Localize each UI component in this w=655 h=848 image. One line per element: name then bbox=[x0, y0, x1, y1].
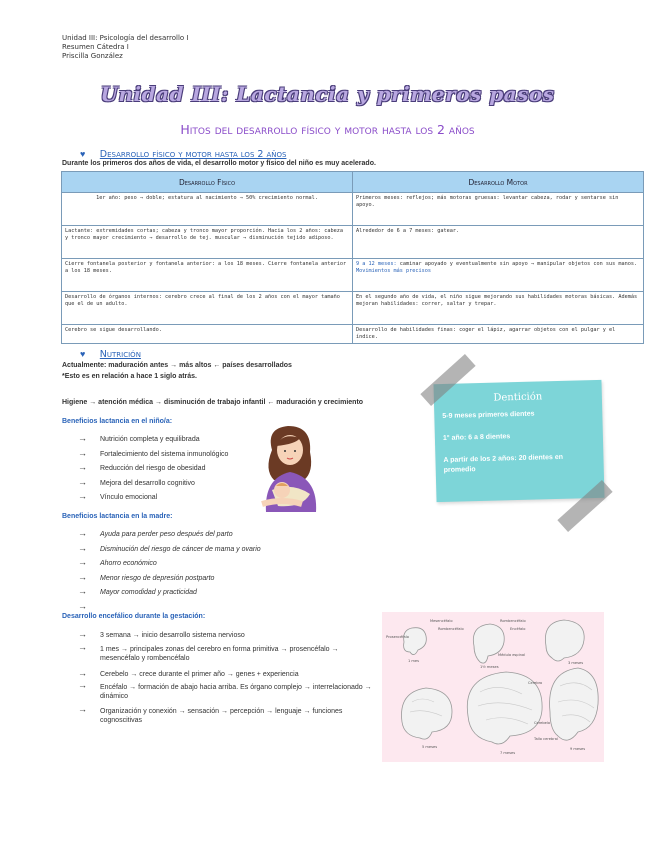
breastfeeding-illustration bbox=[252, 420, 324, 512]
table-cell: Lactante: extremidades cortas; cabeza y tronco mayor proporción. Hacia los 2 años: cabeza y tronco mayor crecimiento → desarrollo de tej. muscular → disminución tejido adiposo. bbox=[62, 226, 353, 259]
brain-development-heading: Desarrollo encefálico durante la gestación: bbox=[62, 613, 206, 620]
svg-text:Prosencéfalo: Prosencéfalo bbox=[386, 635, 409, 639]
dentition-line-2: 1° año: 6 a 8 dientes bbox=[442, 433, 511, 442]
list-item: → Mejora del desarrollo cognitivo bbox=[78, 475, 228, 490]
table-cell: Alrededor de 6 a 7 meses: gatear. bbox=[353, 226, 644, 259]
list-item: → Ayuda para perder peso después del parto bbox=[78, 526, 261, 541]
arrow-right-icon: → bbox=[78, 491, 87, 501]
arrow-right-icon: → bbox=[78, 571, 87, 582]
arrow-right-icon: → bbox=[78, 447, 87, 458]
document-header bbox=[62, 34, 188, 61]
table-cell: En el segundo año de vida, el niño sigue mejorando sus habilidades motoras básicas. Además mejoran habilidades: correr, saltar y trepar. bbox=[353, 292, 644, 325]
motor-text: caminar apoyado y eventualmente sin apoyo → manipular objetos con sus manos. bbox=[396, 261, 638, 267]
table-cell bbox=[353, 259, 644, 292]
list-item: → Organización y conexión → sensación → percepción → lenguaje → funciones cognoscitivas bbox=[78, 704, 343, 724]
brain-stages-svg bbox=[382, 612, 604, 762]
table-cell: 1er año: peso → doble; estatura al nacimiento → 50% crecimiento normal. bbox=[62, 193, 353, 226]
table-cell: Cierre fontanela posterior y fontanela anterior: a los 18 meses. Cierre fontanela anterior a los 18 meses. bbox=[62, 259, 353, 292]
arrow-right-icon: → bbox=[78, 557, 87, 567]
arrow-right-icon: → bbox=[78, 528, 87, 538]
arrow-right-icon: → bbox=[78, 680, 87, 690]
svg-text:1½ meses: 1½ meses bbox=[480, 665, 499, 669]
dentition-title: Dentición bbox=[493, 391, 543, 404]
svg-text:9 meses: 9 meses bbox=[570, 747, 586, 751]
header-author: Priscilla González bbox=[62, 52, 123, 60]
table-row bbox=[62, 226, 644, 259]
table-row bbox=[62, 259, 644, 292]
svg-text:Mesencéfalo: Mesencéfalo bbox=[430, 619, 453, 623]
svg-text:1 mes: 1 mes bbox=[408, 659, 420, 663]
svg-text:Tallo cerebral: Tallo cerebral bbox=[534, 737, 558, 741]
svg-text:3 meses: 3 meses bbox=[568, 661, 584, 665]
table-row bbox=[62, 325, 644, 344]
list-item: → Menor riesgo de depresión postparto bbox=[78, 570, 261, 585]
page-title: Unidad III: Lactancia y primeros pasos bbox=[100, 82, 555, 106]
arrow-right-icon: → bbox=[78, 433, 87, 443]
section-title: Nutrición bbox=[99, 349, 141, 360]
section-intro: Durante los primeros dos años de vida, el desarrollo motor y físico del niño es muy acelerado. bbox=[62, 160, 376, 167]
mother-benefits-heading: Beneficios lactancia en la madre: bbox=[62, 513, 173, 520]
arrow-right-icon: → bbox=[78, 462, 87, 472]
svg-text:Médula espinal: Médula espinal bbox=[498, 653, 526, 657]
dentition-line-3: A partir de los 2 años: 20 dientes en promedio bbox=[443, 453, 564, 474]
table-header-motor: Desarrollo Motor bbox=[353, 172, 644, 193]
table-row bbox=[62, 292, 644, 325]
child-benefits-list bbox=[78, 431, 228, 504]
development-table bbox=[61, 171, 644, 344]
table-cell: Cerebro se sigue desarrollando. bbox=[62, 325, 353, 344]
list-item: → Cerebelo → crece durante el primer año → genes + experiencia bbox=[78, 666, 378, 681]
section-title: Desarrollo físico y motor hasta los 2 años bbox=[99, 149, 287, 160]
list-item: → Disminución del riesgo de cáncer de mama y ovario bbox=[78, 541, 261, 556]
motor-age-label: 9 a 12 meses: bbox=[356, 261, 397, 267]
table-cell: Desarrollo de habilidades finas: coger el lápiz, agarrar objetos con el pulgar y el índice. bbox=[353, 325, 644, 344]
arrow-right-icon: → bbox=[78, 586, 87, 596]
arrow-right-icon: → bbox=[78, 667, 87, 678]
svg-text:5 meses: 5 meses bbox=[422, 745, 438, 749]
header-course: Unidad III: Psicología del desarrollo I bbox=[62, 34, 189, 42]
svg-text:Rombencéfalo: Rombencéfalo bbox=[500, 619, 526, 623]
section-heading-nutrition bbox=[80, 344, 141, 362]
list-item: → Reducción del riesgo de obesidad bbox=[78, 460, 228, 475]
arrow-right-icon: → bbox=[78, 542, 87, 553]
list-item: → 1 mes → principales zonas del cerebro en forma primitiva → prosencéfalo → mesencéfalo y rombencéfalo bbox=[78, 641, 339, 662]
list-item: → Fortalecimiento del sistema inmunológico bbox=[78, 446, 228, 461]
table-header-physical: Desarrollo Físico bbox=[62, 172, 353, 193]
heart-icon: ♥ bbox=[80, 349, 86, 359]
list-item: → Mayor comodidad y practicidad bbox=[78, 584, 261, 599]
arrow-right-icon: → bbox=[78, 476, 87, 487]
motor-note: Movimientos más precisos bbox=[356, 268, 431, 274]
list-item: → 3 semana → inicio desarrollo sistema nervioso bbox=[78, 627, 378, 642]
dentition-note-card bbox=[433, 380, 604, 502]
nutrition-line-1: Actualmente: maduración antes → más altos ← países desarrollados bbox=[62, 362, 292, 369]
svg-text:Encéfalo: Encéfalo bbox=[510, 627, 526, 631]
arrow-right-icon: → bbox=[78, 600, 87, 611]
arrow-right-icon: → bbox=[78, 704, 87, 714]
list-item: → Vínculo emocional bbox=[78, 489, 228, 504]
nutrition-note: *Esto es en relación a hace 1 siglo atrás. bbox=[62, 373, 198, 380]
arrow-right-icon: → bbox=[78, 629, 87, 639]
heart-icon: ♥ bbox=[80, 149, 86, 159]
table-cell: Primeros meses: reflejos; más motoras gruesas: levantar cabeza, rodar y sentarse sin apoyo. bbox=[353, 193, 644, 226]
svg-text:Cerebelo: Cerebelo bbox=[534, 721, 551, 725]
list-item: → Ahorro económico bbox=[78, 555, 261, 570]
mother-benefits-list bbox=[78, 526, 261, 613]
list-item: → Encéfalo → formación de abajo hacia arriba. Es órgano complejo → interrelacionado → dinámico bbox=[78, 680, 372, 700]
svg-text:Rombencéfalo: Rombencéfalo bbox=[438, 627, 464, 631]
brain-development-figure bbox=[382, 612, 604, 762]
table-header-row bbox=[62, 172, 644, 193]
svg-text:Cerebro: Cerebro bbox=[528, 681, 543, 685]
nutrition-line-3: Higiene → atención médica → disminución de trabajo infantil ← maduración y crecimiento bbox=[62, 399, 364, 406]
brain-development-list bbox=[78, 627, 378, 725]
child-benefits-heading: Beneficios lactancia en el niño/a: bbox=[62, 418, 173, 425]
page-subtitle: Hitos del desarrollo físico y motor hasta los 2 años bbox=[180, 122, 475, 137]
svg-text:7 meses: 7 meses bbox=[500, 751, 516, 755]
arrow-right-icon: → bbox=[78, 641, 87, 652]
table-cell: Desarrollo de órganos internos: cerebro crece al final de los 2 años con el mayor tamaño que el de un adulto. bbox=[62, 292, 353, 325]
header-summary: Resumen Cátedra I bbox=[62, 43, 129, 51]
list-item bbox=[78, 599, 261, 614]
dentition-line-1: 5-9 meses primeros dientes bbox=[442, 410, 535, 420]
table-row bbox=[62, 193, 644, 226]
list-item: → Nutrición completa y equilibrada bbox=[78, 431, 228, 446]
